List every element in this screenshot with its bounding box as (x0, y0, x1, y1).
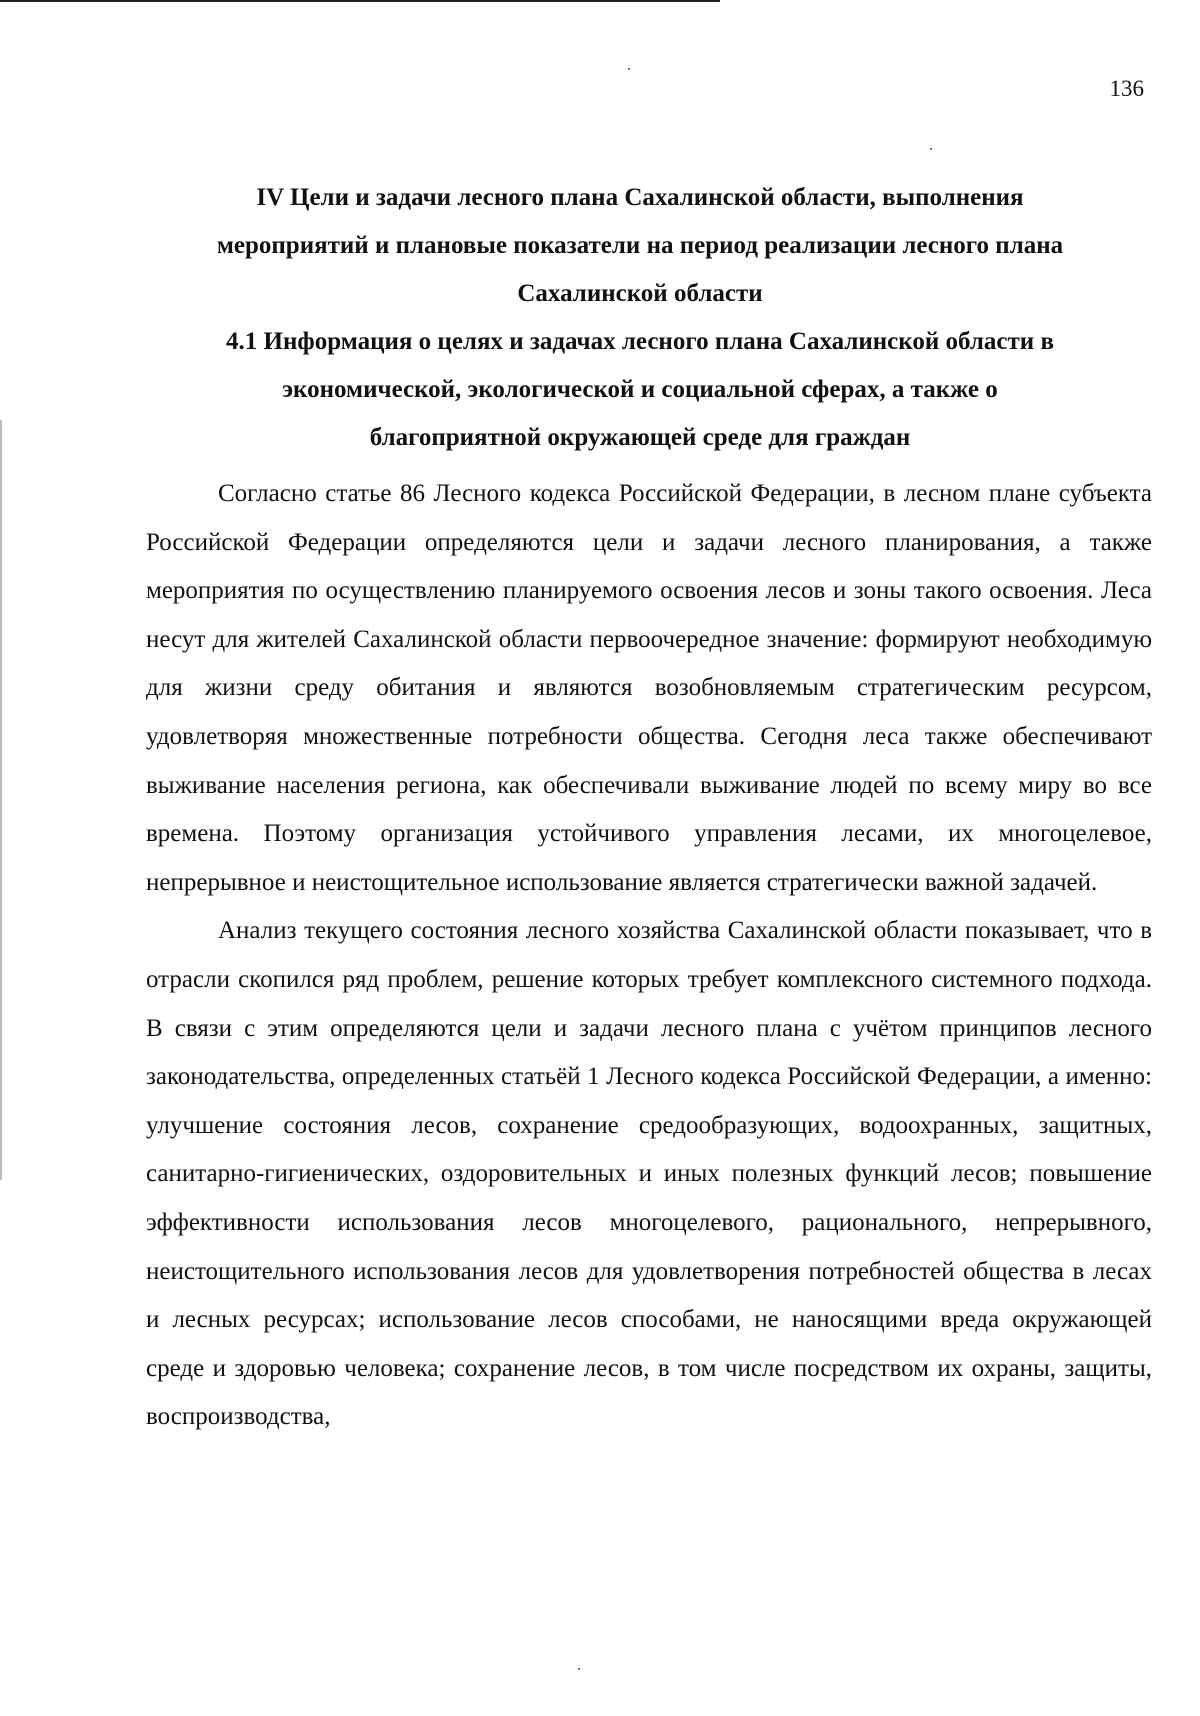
scan-speck (628, 68, 630, 70)
scan-speck (578, 1668, 580, 1670)
page-number: 136 (1109, 76, 1144, 101)
chapter-title-line-3: Сахалинской области (517, 280, 763, 307)
paragraph-2: Анализ текущего состояния лесного хозяйства Сахалинской области показывает, что в отрасли скопился ряд проблем, решение которых требует комплексного системного подхода. В связи с этим определяются цели и задачи лесного плана с учётом принципов лесного законодательства, определенных статьёй 1 Лесного кодекса Российской Федерации, а именно: улучшение состояния лесов, сохранение средообразующих, водоохранных, защитных, санитарно-гигиенических, оздоровительных и иных полезных функций лесов; повышение эффективности использования лесов многоцелевого, рационального, непрерывного, неистощительного использования лесов для удовлетворения потребностей общества в лесах и лесных ресурсах; использование лесов способами, не наносящими вреда окружающей среде и здоровью человека; сохранение лесов, в том числе посредством их охраны, защиты, воспроизводства, (146, 917, 1152, 1431)
section-title-line-2: экономической, экологической и социальной сферах, а также о (282, 376, 998, 403)
headings (140, 174, 1140, 462)
body-text (146, 470, 1152, 1442)
paragraph-1: Согласно статье 86 Лесного кодекса Российской Федерации, в лесном плане субъекта Российской Федерации определяются цели и задачи лесного планирования, а также мероприятия по осуществлению планируемого освоения лесов и зоны такого освоения. Леса несут для жителей Сахалинской области первоочередное значение: формируют необходимую для жизни среду обитания и являются возобновляемым стратегическим ресурсом, удовлетворяя множественные потребности общества. Сегодня леса также обеспечивают выживание населения региона, как обеспечивали выживание людей по всему миру во все времена. Поэтому организация устойчивого управления лесами, их многоцелевое, непрерывное и неистощительное использование является стратегически важной задачей. (146, 480, 1152, 896)
section-title-line-3: благоприятной окружающей среде для граждан (369, 424, 911, 451)
scan-speck (930, 148, 932, 150)
chapter-title-line-2: мероприятий и плановые показатели на период реализации лесного плана (216, 232, 1064, 259)
section-title-line-1: 4.1 Информация о целях и задачах лесного плана Сахалинской области в (226, 328, 1054, 355)
scan-top-rule (0, 0, 720, 2)
scan-left-edge (0, 420, 2, 1180)
chapter-title-line-1: IV Цели и задачи лесного плана Сахалинской области, выполнения (256, 184, 1024, 211)
